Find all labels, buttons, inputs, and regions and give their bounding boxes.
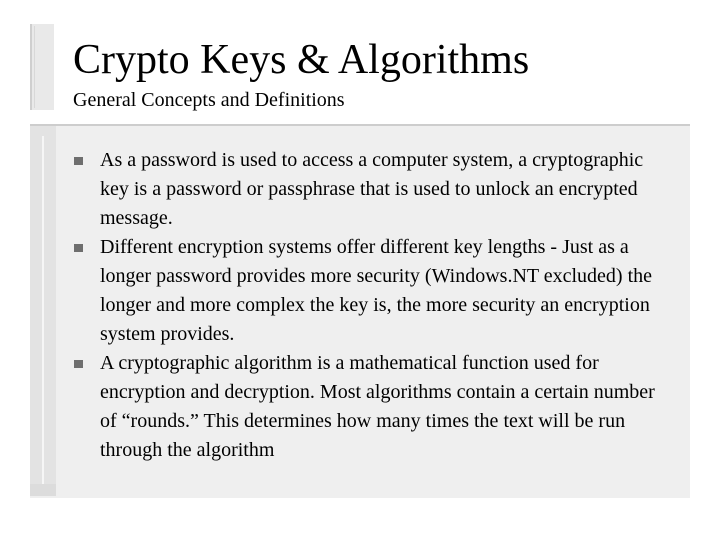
slide-title: Crypto Keys & Algorithms bbox=[73, 37, 530, 83]
bullet-text: Different encryption systems offer different key lengths - Just as a longer password provides more security (Windows.NT excluded) the longer and more complex the key is, the more security an encryption system provides. bbox=[100, 236, 653, 345]
square-bullet-icon bbox=[74, 360, 83, 368]
bullet-item bbox=[73, 233, 673, 349]
square-bullet-icon bbox=[74, 157, 83, 165]
bullet-text: As a password is used to access a computer system, a cryptographic key is a password or passphrase that is used to unlock an encrypted message. bbox=[100, 149, 644, 229]
panel-left-edge-decoration bbox=[30, 126, 56, 496]
bullet-item bbox=[73, 146, 673, 233]
bullet-text: A cryptographic algorithm is a mathematical function used for encryption and decryption. Most algorithms contain a certain number of “rounds.” This determines how many times the text will be run through the algorithm bbox=[100, 352, 655, 461]
panel-bottom-edge-decoration bbox=[30, 484, 56, 496]
bullet-item bbox=[73, 349, 673, 465]
square-bullet-icon bbox=[74, 244, 83, 252]
title-frame-decoration bbox=[30, 24, 54, 110]
slide-subtitle: General Concepts and Definitions bbox=[73, 89, 345, 111]
bullet-list bbox=[73, 146, 673, 465]
